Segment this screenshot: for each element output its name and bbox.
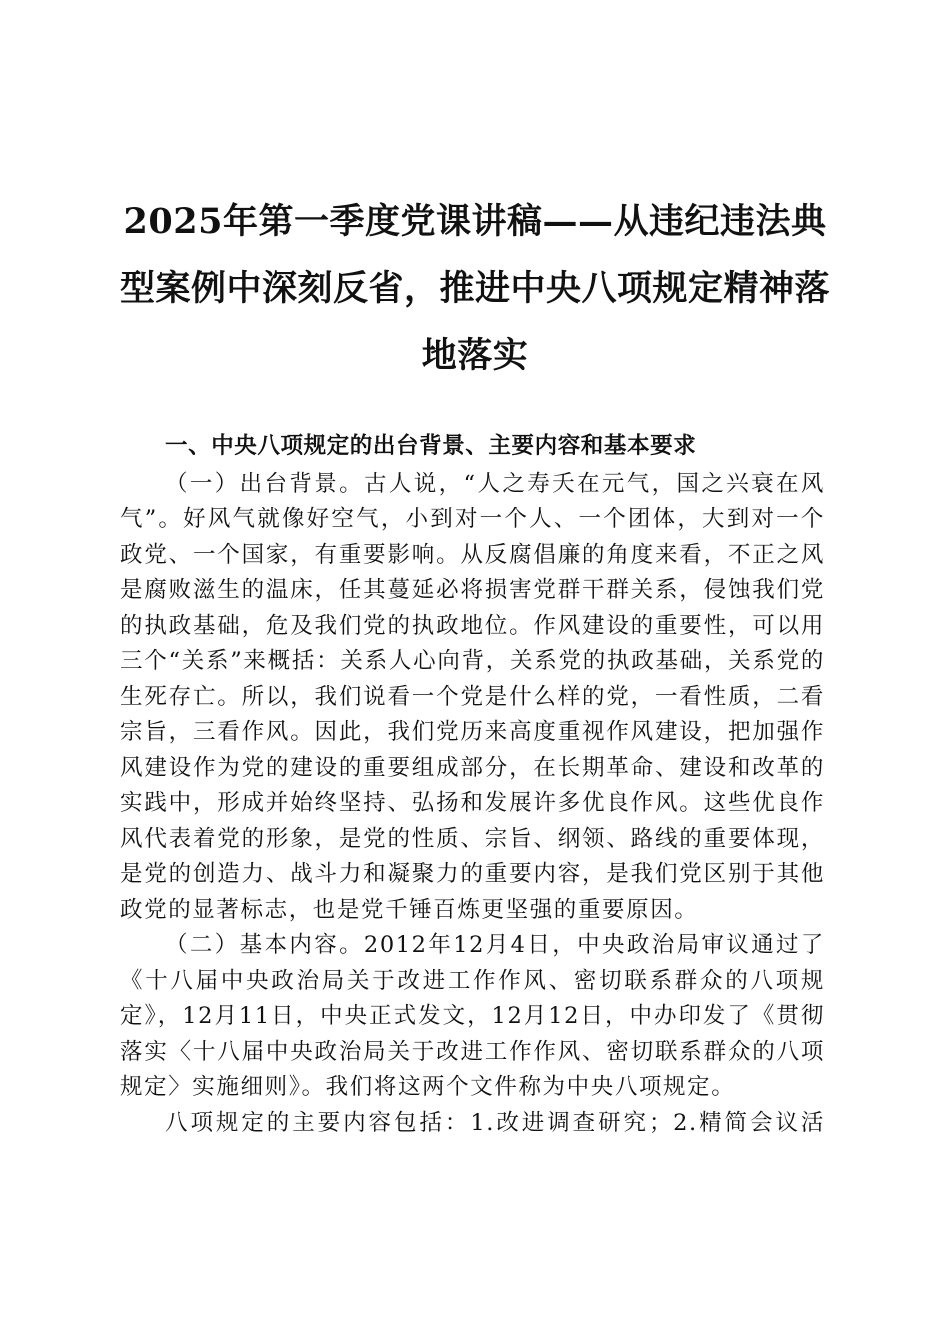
document-body xyxy=(120,429,825,1141)
paragraph-main-points: 八项规定的主要内容包括：1.改进调查研究；2.精简会议活 xyxy=(165,1109,825,1136)
paragraph-basic-content: （二）基本内容。2012年12月4日，中央政治局审议通过了《十八届中央政治局关于改进工作作风、密切联系群众的八项规定》，12月11日，中央正式发文，12月12日，中办印发了《贯彻落实〈十八届中央政治局关于改进工作作风、密切联系群众的八项规定〉实施细则》。我们将这两个文件称为中央八项规定。 xyxy=(120,932,825,1100)
section-heading: 一、中央八项规定的出台背景、主要内容和基本要求 xyxy=(165,433,697,459)
document-title: 2025年第一季度党课讲稿——从违纪违法典型案例中深刻反省，推进中央八项规定精神落地落实 xyxy=(119,201,830,376)
paragraph-background: （一）出台背景。古人说，“人之寿夭在元气，国之兴衰在风气”。好风气就像好空气，小到对一个人、一个团体，大到对一个政党、一个国家，有重要影响。从反腐倡廉的角度来看，不正之风是腐败滋生的温床，任其蔓延必将损害党群干群关系，侵蚀我们党的执政基础，危及我们党的执政地位。作风建设的重要性，可以用三个“关系”来概括：关系人心向背，关系党的执政基础，关系党的生死存亡。所以，我们说看一个党是什么样的党，一看性质，二看宗旨，三看作风。因此，我们党历来高度重视作风建设，把加强作风建设作为党的建设的重要组成部分，在长期革命、建设和改革的实践中，形成并始终坚持、弘扬和发展许多优良作风。这些优良作风代表着党的形象，是党的性质、宗旨、纲领、路线的重要体现，是党的创造力、战斗力和凝聚力的重要内容，是我们党区别于其他政党的显著标志，也是党千锤百炼更坚强的重要原因。 xyxy=(120,470,825,923)
